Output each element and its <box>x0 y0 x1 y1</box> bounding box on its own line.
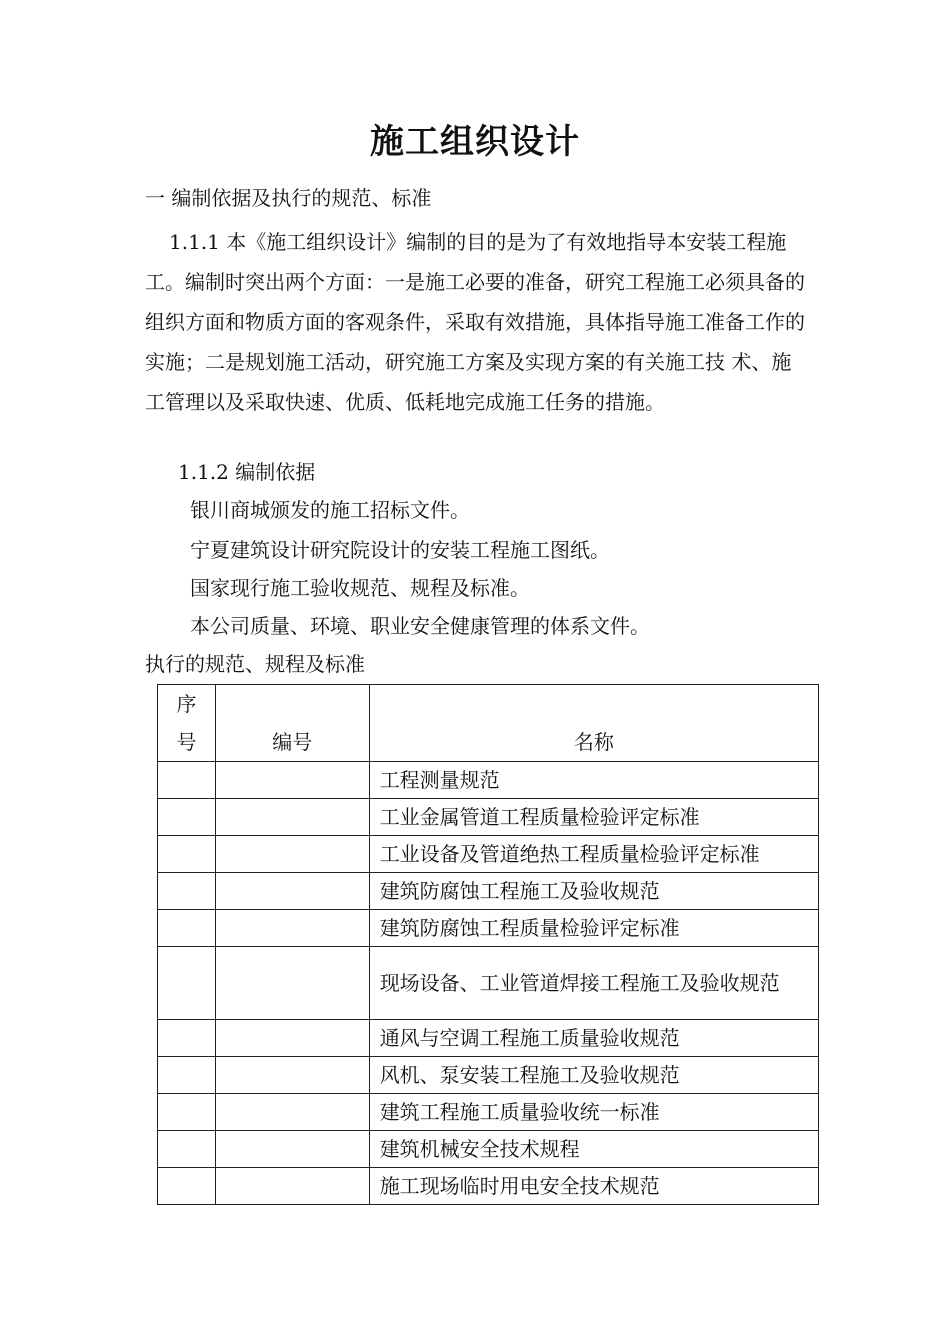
table-row <box>158 1094 819 1131</box>
table-row <box>158 947 819 1020</box>
table-row <box>158 1020 819 1057</box>
cell-seq <box>158 1057 216 1094</box>
cell-seq <box>158 836 216 873</box>
basis-item: 宁夏建筑设计研究院设计的安装工程施工图纸。 <box>190 538 610 562</box>
cell-seq <box>158 1094 216 1131</box>
standards-table <box>157 684 819 1205</box>
cell-name: 建筑工程施工质量验收统一标准 <box>369 1094 818 1131</box>
standards-heading: 执行的规范、规程及标准 <box>145 652 365 676</box>
basis-item: 国家现行施工验收规范、规程及标准。 <box>190 576 530 600</box>
cell-name: 建筑防腐蚀工程施工及验收规范 <box>369 873 818 910</box>
cell-seq <box>158 762 216 799</box>
cell-name: 施工现场临时用电安全技术规范 <box>369 1168 818 1205</box>
cell-code <box>215 762 369 799</box>
cell-seq <box>158 910 216 947</box>
table-row <box>158 799 819 836</box>
table-row <box>158 1057 819 1094</box>
header-seq <box>158 685 216 762</box>
table-row <box>158 1168 819 1205</box>
header-seq-line2: 号 <box>176 730 197 754</box>
table-row <box>158 762 819 799</box>
cell-name: 工业设备及管道绝热工程质量检验评定标准 <box>369 836 818 873</box>
purpose-paragraph: 1.1.1 本《施工组织设计》编制的目的是为了有效地指导本安装工程施工。编制时突出两个方面：一是施工必要的准备，研究工程施工必须具备的组织方面和物质方面的客观条件，采取有效措施，具体指导施工准备工作的实施；二是规划施工活动，研究施工方案及实现方案的有关施工技 术、施工管理以及采取快速、优质、低耗地完成施工任务的措施。 <box>145 230 805 414</box>
cell-code <box>215 910 369 947</box>
header-seq-line1: 序 <box>176 692 197 716</box>
basis-item: 本公司质量、环境、职业安全健康管理的体系文件。 <box>190 614 650 638</box>
cell-code <box>215 1094 369 1131</box>
cell-seq <box>158 947 216 1020</box>
header-code: 编号 <box>215 685 369 762</box>
cell-code <box>215 1020 369 1057</box>
cell-seq <box>158 1168 216 1205</box>
basis-item: 银川商城颁发的施工招标文件。 <box>190 498 470 522</box>
section-heading: 一 编制依据及执行的规范、标准 <box>145 186 432 210</box>
basis-subheading: 1.1.2 编制依据 <box>178 460 316 484</box>
table-row <box>158 1131 819 1168</box>
cell-name: 通风与空调工程施工质量验收规范 <box>369 1020 818 1057</box>
header-name: 名称 <box>369 685 818 762</box>
cell-name: 风机、泵安装工程施工及验收规范 <box>369 1057 818 1094</box>
document-title: 施工组织设计 <box>370 122 580 162</box>
cell-name: 工业金属管道工程质量检验评定标准 <box>369 799 818 836</box>
table-row <box>158 836 819 873</box>
cell-name: 工程测量规范 <box>369 762 818 799</box>
cell-seq <box>158 1131 216 1168</box>
cell-code <box>215 836 369 873</box>
cell-code <box>215 947 369 1020</box>
cell-seq <box>158 873 216 910</box>
cell-seq <box>158 1020 216 1057</box>
table-row <box>158 873 819 910</box>
table-header-row <box>158 685 819 762</box>
cell-name: 现场设备、工业管道焊接工程施工及验收规范 <box>369 947 818 1020</box>
cell-code <box>215 1168 369 1205</box>
cell-code <box>215 873 369 910</box>
cell-name: 建筑机械安全技术规程 <box>369 1131 818 1168</box>
cell-code <box>215 1057 369 1094</box>
cell-name: 建筑防腐蚀工程质量检验评定标准 <box>369 910 818 947</box>
cell-code <box>215 1131 369 1168</box>
table-row <box>158 910 819 947</box>
cell-code <box>215 799 369 836</box>
cell-seq <box>158 799 216 836</box>
